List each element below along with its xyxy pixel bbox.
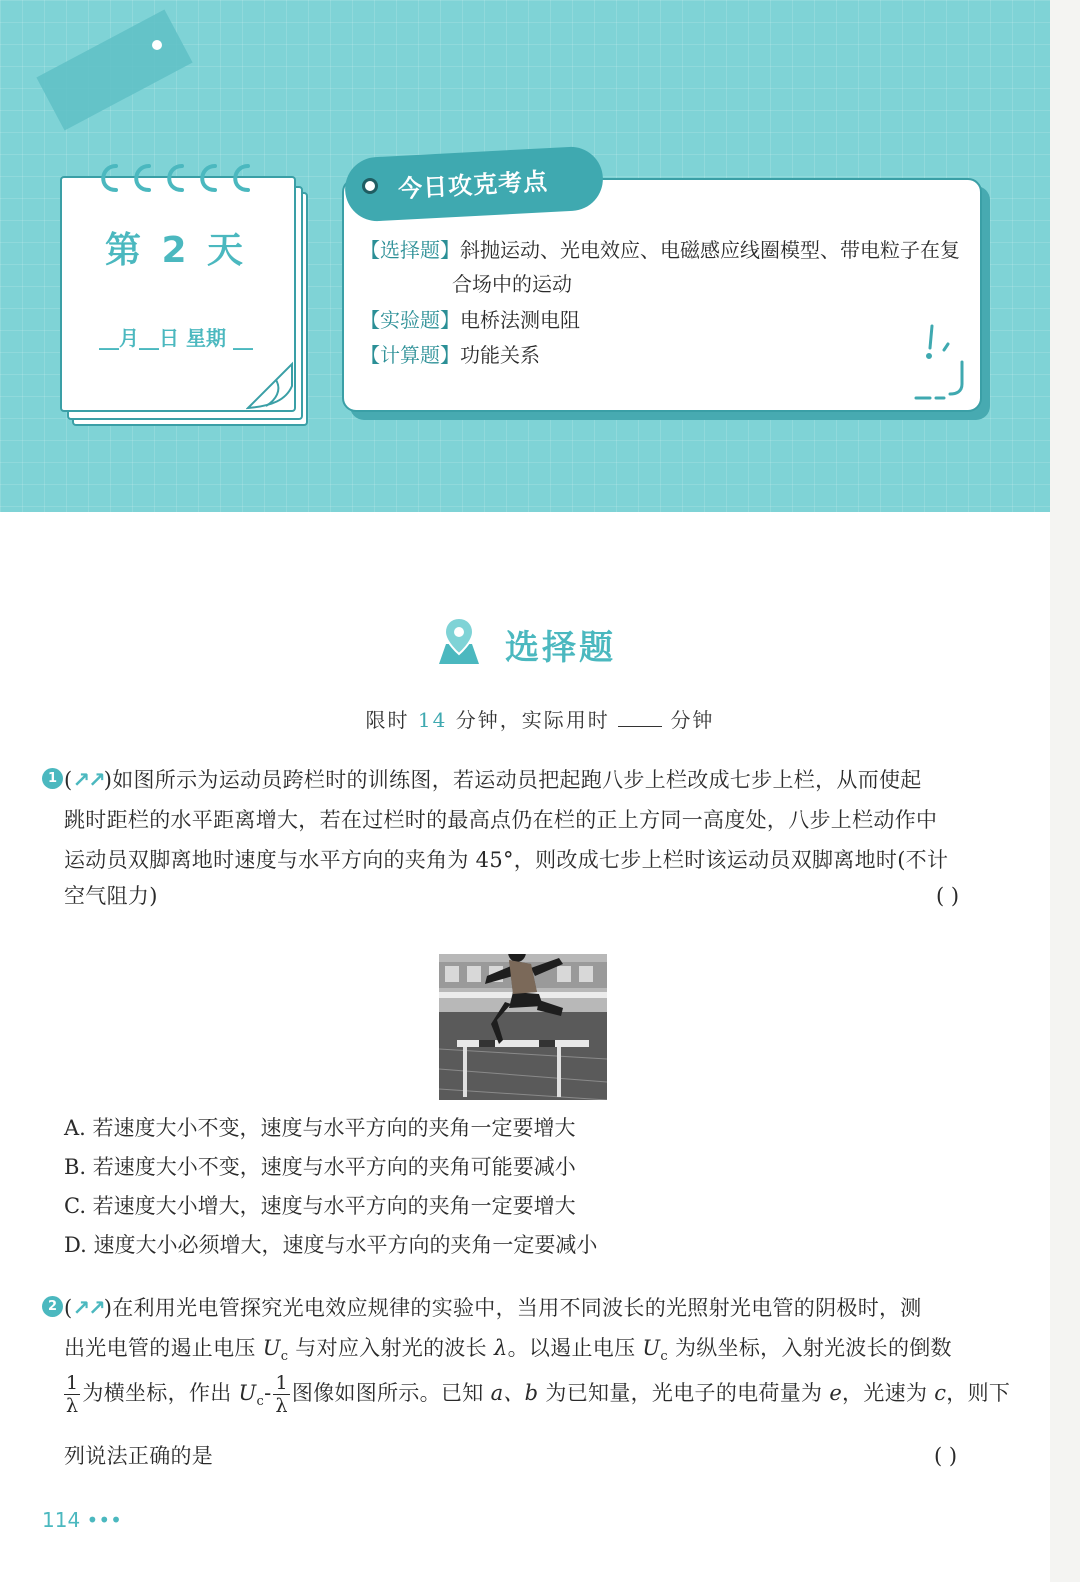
hurdler-photo [439, 954, 607, 1100]
option-a[interactable]: A. 若速度大小不变，速度与水平方向的夹角一定要增大 [64, 1116, 576, 1140]
text-segment: 为已知量，光电子的电荷量为 [545, 1381, 823, 1405]
difficulty-arrows-icon: ↗↗ [72, 768, 104, 792]
question-2-line-4: 列说法正确的是 [64, 1444, 214, 1468]
question-number-badge: 1 [42, 768, 63, 789]
tape-dot-decoration [152, 40, 162, 50]
text-segment: 为纵坐标，入射光波长的倒数 [674, 1336, 952, 1360]
question-2-text: )在利用光电管探究光电效应规律的实验中，当用不同波长的光照射光电管的阴极时，测 [103, 1296, 922, 1320]
symbol-U: U [642, 1336, 661, 1360]
page-number-value: 114 [42, 1508, 81, 1532]
exclamation-doodle-icon [910, 318, 970, 408]
question-1-line-4: 空气阻力) [64, 884, 158, 908]
option-d[interactable]: D. 速度大小必须增大，速度与水平方向的夹角一定要减小 [64, 1233, 598, 1257]
date-weekday-blanks: __月__日 星期 __ [99, 326, 253, 350]
question-1-line-2: 跳时距栏的水平距离增大，若在过栏时的最高点仍在栏的正上方同一高度处，八步上栏动作中 [64, 808, 938, 832]
symbol-e: e [829, 1381, 843, 1405]
topic-tag: 【选择题】 [360, 238, 460, 262]
topic-tag: 【计算题】 [360, 343, 460, 367]
topic-text: 斜抛运动、光电效应、电磁感应线圈模型、带电粒子在复 [460, 238, 960, 262]
topic-row-experiment [360, 304, 580, 333]
question-2-line-3 [62, 1372, 1010, 1417]
symbol-U: U [262, 1336, 281, 1360]
symbol-subscript-c: c [660, 1349, 668, 1365]
timer-minutes: 14 [417, 708, 448, 732]
topic-text-continued: 合场中的运动 [452, 272, 572, 296]
timer-mid: 分钟，实际用时 [455, 708, 610, 732]
answer-parentheses[interactable]: ( ) [934, 1444, 958, 1468]
symbol-a-b: a、b [490, 1381, 539, 1405]
page-edge [1050, 0, 1080, 1582]
day-number-label: 第 2 天 [104, 230, 248, 271]
text-segment: ，则下 [946, 1381, 1011, 1405]
topic-row-calculation [360, 339, 540, 368]
text-segment: 为横坐标，作出 [82, 1381, 232, 1405]
symbol-c: c [934, 1381, 947, 1405]
text-segment: 与对应入射光的波长 [295, 1336, 487, 1360]
text-segment: 。以遏止电压 [507, 1336, 636, 1360]
question-2-line-2 [64, 1332, 952, 1364]
time-limit-line [0, 704, 1080, 733]
topic-text: 功能关系 [460, 343, 540, 367]
fraction-1-over-lambda: $\frac{1}{\lambda}$ [275, 1372, 288, 1417]
question-1-line-3: 运动员双脚离地时速度与水平方向的夹角为 45°，则改成七步上栏时该运动员双脚离地时(不计 [64, 848, 949, 872]
topic-text: 电桥法测电阻 [460, 308, 580, 332]
option-c[interactable]: C. 若速度大小增大，速度与水平方向的夹角一定要增大 [64, 1194, 576, 1218]
answer-parentheses[interactable]: ( ) [936, 884, 960, 908]
timer-prefix: 限时 [365, 708, 410, 732]
text-segment: 图像如图所示。已知 [291, 1381, 484, 1405]
question-number-badge: 2 [42, 1296, 63, 1317]
symbol-lambda: λ [493, 1336, 508, 1360]
text-segment: ，光速为 [842, 1381, 928, 1405]
symbol-subscript-c: c [256, 1394, 265, 1410]
page-curl-icon [246, 360, 294, 410]
question-1-line-1: (↗↗)如图所示为运动员跨栏时的训练图，若运动员把起跑八步上栏改成七步上栏，从而使起 [64, 768, 922, 792]
page-dots-decoration: ••• [86, 1508, 122, 1532]
option-b[interactable]: B. 若速度大小不变，速度与水平方向的夹角可能要减小 [64, 1155, 576, 1179]
section-title: 选择题 [505, 628, 616, 668]
actual-time-blank[interactable] [618, 708, 662, 727]
difficulty-arrows-icon: ↗↗ [72, 1296, 104, 1320]
fraction-1-over-lambda: $\frac{1}{\lambda}$ [66, 1372, 79, 1417]
timer-suffix: 分钟 [670, 708, 715, 732]
question-1-text: )如图所示为运动员跨栏时的训练图，若运动员把起跑八步上栏改成七步上栏，从而使起 [103, 768, 922, 792]
calendar-rings-icon [94, 158, 269, 196]
topics-title: 今日攻克考点 [397, 167, 549, 204]
tab-bullet-icon [362, 178, 378, 194]
topic-row-choice [360, 234, 960, 263]
symbol-U: U [238, 1381, 257, 1405]
question-2-line-1: (↗↗)在利用光电管探究光电效应规律的实验中，当用不同波长的光照射光电管的阴极时，测 [64, 1296, 922, 1320]
topic-tag: 【实验题】 [360, 308, 460, 332]
location-pin-icon [436, 614, 482, 666]
dash: - [264, 1381, 272, 1405]
page-number [42, 1508, 122, 1532]
text-segment: 出光电管的遏止电压 [64, 1336, 256, 1360]
symbol-subscript-c: c [280, 1349, 289, 1365]
